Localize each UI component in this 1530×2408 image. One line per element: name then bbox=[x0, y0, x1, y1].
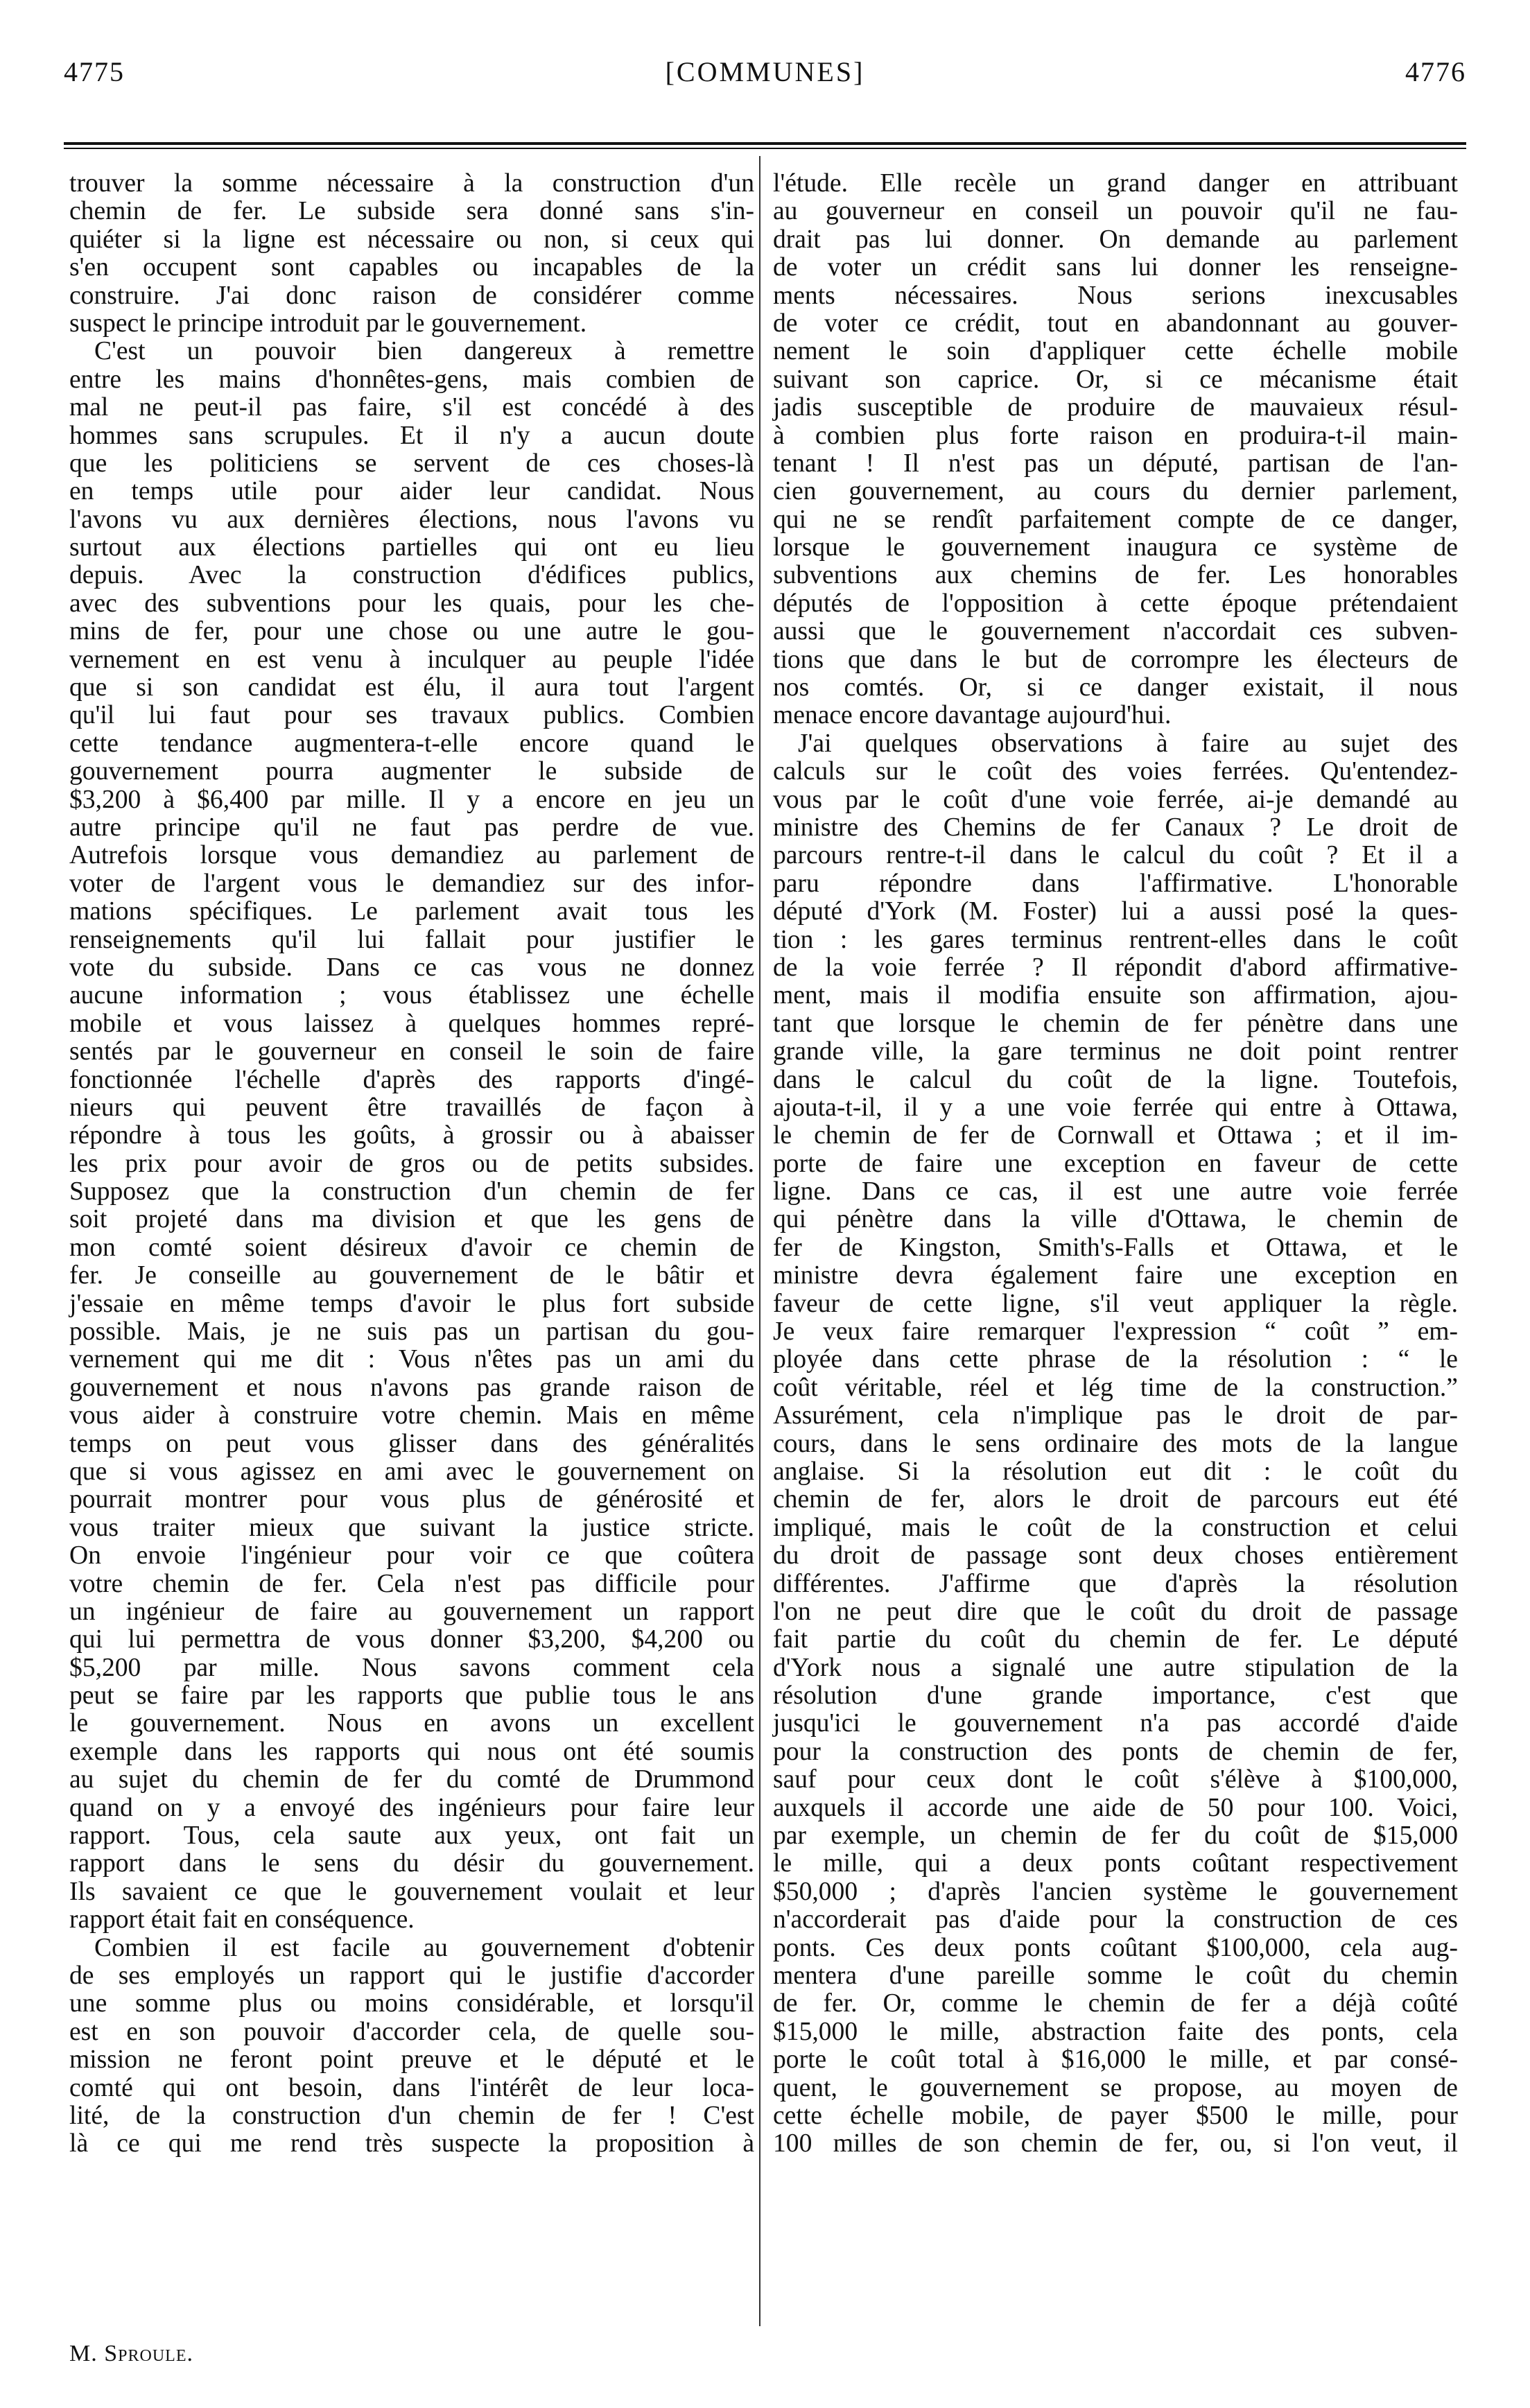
text-line: de la voie ferrée ? Il répondit d'abord affirmative- bbox=[773, 953, 1458, 982]
text-line: coût véritable, réel et lég time de la construction.” bbox=[773, 1373, 1458, 1402]
column-divider bbox=[759, 156, 760, 2326]
text-line: jadis susceptible de produire de mauvaieux résul- bbox=[773, 393, 1458, 422]
text-line: de voter un crédit sans lui donner les renseigne- bbox=[773, 253, 1458, 282]
speaker-prefix: M. bbox=[69, 2341, 105, 2366]
text-line: là ce qui me rend très suspecte la proposition à bbox=[69, 2129, 754, 2158]
text-line: vernement qui me dit : Vous n'êtes pas un ami du bbox=[69, 1345, 754, 1374]
text-line: ajouta-t-il, il y a une voie ferrée qui entre à Ottawa, bbox=[773, 1093, 1458, 1122]
text-line: possible. Mais, je ne suis pas un partisan du gou- bbox=[69, 1317, 754, 1346]
text-line: nement le soin d'appliquer cette échelle mobile bbox=[773, 337, 1458, 366]
text-line: n'accorderait pas d'aide pour la construction de ces bbox=[773, 1905, 1458, 1934]
text-line: comté qui ont besoin, dans l'intérêt de leur loca- bbox=[69, 2073, 754, 2102]
text-line: Combien il est facile au gouvernement d'obtenir bbox=[94, 1933, 754, 1962]
header-rule-thick bbox=[64, 142, 1466, 145]
text-line: en temps utile pour aider leur candidat. Nous bbox=[69, 477, 754, 506]
text-line: vous par le coût d'une voie ferrée, ai-je demandé au bbox=[773, 785, 1458, 814]
text-line: grande ville, la gare terminus ne doit point rentrer bbox=[773, 1037, 1458, 1066]
text-line: vote du subside. Dans ce cas vous ne donnez bbox=[69, 953, 754, 982]
text-line: $50,000 ; d'après l'ancien système le gouvernement bbox=[773, 1877, 1458, 1906]
text-line: une somme plus ou moins considérable, et lorsqu'il bbox=[69, 1989, 754, 2018]
text-line: pour la construction des ponts de chemin de fer, bbox=[773, 1737, 1458, 1766]
text-line: cien gouvernement, au cours du dernier parlement, bbox=[773, 477, 1458, 506]
text-line: soit projeté dans ma division et que les gens de bbox=[69, 1205, 754, 1234]
text-line: mentera d'une pareille somme le coût du chemin bbox=[773, 1961, 1458, 1990]
text-line: temps on peut vous glisser dans des généralités bbox=[69, 1429, 754, 1458]
text-line: Je veux faire remarquer l'expression “ coût ” em- bbox=[773, 1317, 1458, 1346]
text-line: député d'York (M. Foster) lui a aussi posé la ques- bbox=[773, 897, 1458, 926]
text-line: ment, mais il modifia ensuite son affirmation, ajou- bbox=[773, 981, 1458, 1010]
text-line: les prix pour avoir de gros ou de petits subsides. bbox=[69, 1149, 754, 1178]
text-line: répondre à tous les goûts, à grossir ou à abaisser bbox=[69, 1121, 754, 1150]
text-line: que si vous agissez en ami avec le gouvernement on bbox=[69, 1457, 754, 1486]
text-line: votre chemin de fer. Cela n'est pas difficile pour bbox=[69, 1569, 754, 1598]
text-line: subventions aux chemins de fer. Les honorables bbox=[773, 561, 1458, 590]
text-line: impliqué, mais le coût de la construction et celui bbox=[773, 1513, 1458, 1542]
text-line: $3,200 à $6,400 par mille. Il y a encore en jeu un bbox=[69, 785, 754, 814]
text-line: qui ne se rendît parfaitement compte de ce danger, bbox=[773, 505, 1458, 534]
text-line: un ingénieur de faire au gouvernement un rapport bbox=[69, 1597, 754, 1626]
text-line: $15,000 le mille, abstraction faite des ponts, cela bbox=[773, 2017, 1458, 2046]
text-line: J'ai quelques observations à faire au sujet des bbox=[798, 729, 1458, 758]
text-line: le gouvernement. Nous en avons un excellent bbox=[69, 1709, 754, 1738]
text-line: C'est un pouvoir bien dangereux à remettre bbox=[94, 337, 754, 366]
text-line: quiéter si la ligne est nécessaire ou non, si ceux qui bbox=[69, 225, 754, 254]
text-line: vous aider à construire votre chemin. Mais en même bbox=[69, 1401, 754, 1430]
text-line: autre principe qu'il ne faut pas perdre de vue. bbox=[69, 813, 754, 842]
text-line: qui pénètre dans la ville d'Ottawa, le chemin de bbox=[773, 1205, 1458, 1234]
text-line: l'on ne peut dire que le coût du droit de passage bbox=[773, 1597, 1458, 1626]
text-line: depuis. Avec la construction d'édifices publics, bbox=[69, 561, 754, 590]
page-number-left: 4775 bbox=[64, 56, 125, 87]
text-line: différentes. J'affirme que d'après la résolution bbox=[773, 1569, 1458, 1598]
text-line: cours, dans le sens ordinaire des mots de la langue bbox=[773, 1429, 1458, 1458]
text-line: rapport. Tous, cela saute aux yeux, ont fait un bbox=[69, 1821, 754, 1851]
text-line: porte de faire une exception en faveur de cette bbox=[773, 1149, 1458, 1178]
text-line: sentés par le gouverneur en conseil le soin de faire bbox=[69, 1037, 754, 1066]
text-line: de ses employés un rapport qui le justifie d'accorder bbox=[69, 1961, 754, 1990]
text-line: est en son pouvoir d'accorder cela, de quelle sou- bbox=[69, 2017, 754, 2046]
text-line: mins de fer, pour une chose ou une autre le gou- bbox=[69, 617, 754, 646]
text-line: cette tendance augmentera-t-elle encore quand le bbox=[69, 729, 754, 758]
text-line: de fer. Or, comme le chemin de fer a déjà coûté bbox=[773, 1989, 1458, 2018]
text-line: vernement en est venu à inculquer au peuple l'idée bbox=[69, 645, 754, 674]
text-line: faveur de cette ligne, s'il veut appliquer la règle. bbox=[773, 1289, 1458, 1318]
text-line: fonctionnée l'échelle d'après des rapports d'ingé- bbox=[69, 1065, 754, 1094]
text-line: hommes sans scrupules. Et il n'y a aucun doute bbox=[69, 421, 754, 450]
text-line: que si son candidat est élu, il aura tout l'argent bbox=[69, 673, 754, 702]
text-line: nos comtés. Or, si ce danger existait, il nous bbox=[773, 673, 1458, 702]
text-line: anglaise. Si la résolution eut dit : le coût du bbox=[773, 1457, 1458, 1486]
text-line: à combien plus forte raison en produira-t-il main- bbox=[773, 421, 1458, 450]
text-line: au sujet du chemin de fer du comté de Drummond bbox=[69, 1765, 754, 1794]
text-line: ligne. Dans ce cas, il est une autre voie ferrée bbox=[773, 1177, 1458, 1206]
text-line: qui lui permettra de vous donner $3,200, $4,200 ou bbox=[69, 1625, 754, 1654]
right-column bbox=[773, 170, 1458, 2158]
text-line: tions que dans le but de corrompre les électeurs de bbox=[773, 645, 1458, 674]
text-line: députés de l'opposition à cette époque prétendaient bbox=[773, 589, 1458, 618]
text-line: d'York nous a signalé une autre stipulation de la bbox=[773, 1653, 1458, 1682]
text-line: ments nécessaires. Nous serions inexcusables bbox=[773, 281, 1458, 310]
text-line: tant que lorsque le chemin de fer pénètre dans une bbox=[773, 1009, 1458, 1038]
text-line: mations spécifiques. Le parlement avait tous les bbox=[69, 897, 754, 926]
text-line: fait partie du coût du chemin de fer. Le député bbox=[773, 1625, 1458, 1654]
text-line: cette échelle mobile, de payer $500 le mille, pour bbox=[773, 2101, 1458, 2130]
text-line: sauf pour ceux dont le coût s'élève à $100,000, bbox=[773, 1765, 1458, 1794]
text-line: le chemin de fer de Cornwall et Ottawa ; et il im- bbox=[773, 1121, 1458, 1150]
text-line: Supposez que la construction d'un chemin de fer bbox=[69, 1177, 754, 1206]
text-line: ployée dans cette phrase de la résolution : “ le bbox=[773, 1345, 1458, 1374]
text-line: Ils savaient ce que le gouvernement voulait et leur bbox=[69, 1877, 754, 1906]
header-rule-thin bbox=[64, 148, 1466, 149]
text-line: avec des subventions pour les quais, pour les che- bbox=[69, 589, 754, 618]
text-line: quand on y a envoyé des ingénieurs pour faire leur bbox=[69, 1793, 754, 1822]
text-line: aucune information ; vous établissez une échelle bbox=[69, 981, 754, 1010]
text-line: trouver la somme nécessaire à la construction d'un bbox=[69, 169, 754, 198]
speaker-attribution bbox=[69, 2341, 193, 2367]
text-line: entre les mains d'honnêtes-gens, mais combien de bbox=[69, 365, 754, 394]
text-line: de voter ce crédit, tout en abandonnant au gouver- bbox=[773, 309, 1458, 338]
text-line: Assurément, cela n'implique pas le droit de par- bbox=[773, 1401, 1458, 1430]
text-line: peut se faire par les rapports que publie tous le ans bbox=[69, 1681, 754, 1710]
text-line: gouvernement pourra augmenter le subside de bbox=[69, 757, 754, 786]
text-line: le mille, qui a deux ponts coûtant respectivement bbox=[773, 1849, 1458, 1878]
text-line: vous traiter mieux que suivant la justice stricte. bbox=[69, 1513, 754, 1542]
text-line: dans le calcul du coût de la ligne. Toutefois, bbox=[773, 1065, 1458, 1094]
text-line: quent, le gouvernement se propose, au moyen de bbox=[773, 2073, 1458, 2102]
text-line: calculs sur le coût des voies ferrées. Qu'entendez- bbox=[773, 757, 1458, 786]
text-line: du droit de passage sont deux choses entièrement bbox=[773, 1541, 1458, 1570]
text-line: fer de Kingston, Smith's-Falls et Ottawa, et le bbox=[773, 1233, 1458, 1262]
text-line: lorsque le gouvernement inaugura ce système de bbox=[773, 533, 1458, 562]
text-line: résolution d'une grande importance, c'est que bbox=[773, 1681, 1458, 1710]
text-line: tion : les gares terminus rentrent-elles dans le coût bbox=[773, 925, 1458, 954]
speaker-name: Sproule. bbox=[104, 2341, 193, 2366]
text-line: mal ne peut-il pas faire, s'il est concédé à des bbox=[69, 393, 754, 422]
text-line: rapport était fait en conséquence. bbox=[69, 1905, 415, 1934]
text-line: qu'il lui faut pour ses travaux publics. Combien bbox=[69, 701, 754, 730]
text-line: aussi que le gouvernement n'accordait ces subven- bbox=[773, 617, 1458, 646]
text-line: voter de l'argent vous le demandiez sur des infor- bbox=[69, 869, 754, 898]
text-line: exemple dans les rapports qui nous ont été soumis bbox=[69, 1737, 754, 1766]
text-line: jusqu'ici le gouvernement n'a pas accordé d'aide bbox=[773, 1709, 1458, 1738]
text-line: porte le coût total à $16,000 le mille, et par consé- bbox=[773, 2045, 1458, 2074]
text-line: par exemple, un chemin de fer du coût de $15,000 bbox=[773, 1821, 1458, 1851]
text-line: mobile et vous laissez à quelques hommes repré- bbox=[69, 1009, 754, 1038]
text-line: tenant ! Il n'est pas un député, partisan de l'an- bbox=[773, 449, 1458, 478]
text-line: ponts. Ces deux ponts coûtant $100,000, cela aug- bbox=[773, 1933, 1458, 1962]
text-line: chemin de fer. Le subside sera donné sans s'in- bbox=[69, 197, 754, 226]
text-line: paru répondre dans l'affirmative. L'honorable bbox=[773, 869, 1458, 898]
text-line: drait pas lui donner. On demande au parlement bbox=[773, 225, 1458, 254]
text-line: auxquels il accorde une aide de 50 pour 100. Voici, bbox=[773, 1793, 1458, 1822]
text-line: suspect le principe introduit par le gouvernement. bbox=[69, 309, 587, 338]
text-line: l'étude. Elle recèle un grand danger en attribuant bbox=[773, 169, 1458, 198]
text-line: menace encore davantage aujourd'hui. bbox=[773, 701, 1172, 730]
text-line: ministre des Chemins de fer Canaux ? Le droit de bbox=[773, 813, 1458, 842]
text-line: lité, de la construction d'un chemin de fer ! C'est bbox=[69, 2101, 754, 2130]
text-line: s'en occupent sont capables ou incapables de la bbox=[69, 253, 754, 282]
text-line: surtout aux élections partielles qui ont eu lieu bbox=[69, 533, 754, 562]
section-title: [COMMUNES] bbox=[665, 56, 865, 87]
text-line: j'essaie en même temps d'avoir le plus fort subside bbox=[69, 1289, 754, 1318]
text-line: Autrefois lorsque vous demandiez au parlement de bbox=[69, 841, 754, 870]
page-header bbox=[64, 55, 1466, 111]
text-line: l'avons vu aux dernières élections, nous l'avons vu bbox=[69, 505, 754, 534]
left-column bbox=[69, 170, 754, 2158]
text-line: que les politiciens se servent de ces choses-là bbox=[69, 449, 754, 478]
text-line: ministre devra également faire une exception en bbox=[773, 1261, 1458, 1290]
text-line: nieurs qui peuvent être travaillés de façon à bbox=[69, 1093, 754, 1122]
text-line: chemin de fer, alors le droit de parcours eut été bbox=[773, 1485, 1458, 1514]
text-line: parcours rentre-t-il dans le calcul du coût ? Et il a bbox=[773, 841, 1458, 870]
text-line: renseignements qu'il lui fallait pour justifier le bbox=[69, 925, 754, 954]
text-line: gouvernement et nous n'avons pas grande raison de bbox=[69, 1373, 754, 1402]
text-line: $5,200 par mille. Nous savons comment cela bbox=[69, 1653, 754, 1682]
text-line: suivant son caprice. Or, si ce mécanisme était bbox=[773, 365, 1458, 394]
text-line: au gouverneur en conseil un pouvoir qu'il ne fau- bbox=[773, 197, 1458, 226]
text-line: rapport dans le sens du désir du gouvernement. bbox=[69, 1849, 754, 1878]
text-line: On envoie l'ingénieur pour voir ce que coûtera bbox=[69, 1541, 754, 1570]
text-line: 100 milles de son chemin de fer, ou, si l'on veut, il bbox=[773, 2129, 1458, 2158]
text-line: construire. J'ai donc raison de considérer comme bbox=[69, 281, 754, 310]
text-line: mon comté soient désireux d'avoir ce chemin de bbox=[69, 1233, 754, 1262]
text-line: mission ne feront point preuve et le député et le bbox=[69, 2045, 754, 2074]
page-number-right: 4776 bbox=[1405, 56, 1466, 87]
text-line: pourrait montrer pour vous plus de générosité et bbox=[69, 1485, 754, 1514]
text-line: fer. Je conseille au gouvernement de le bâtir et bbox=[69, 1261, 754, 1290]
